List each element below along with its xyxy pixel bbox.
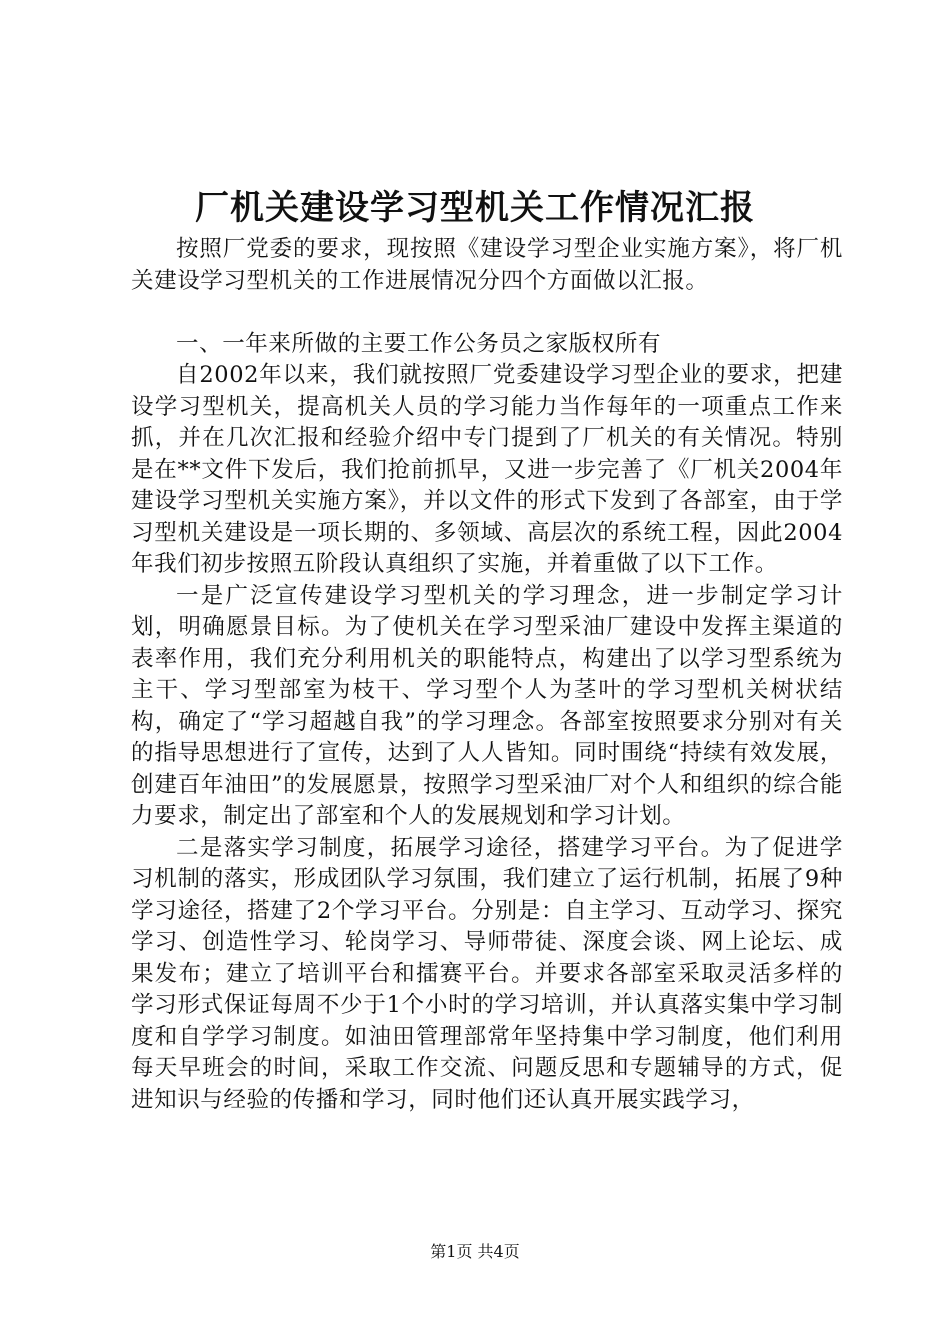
section-heading-1: 一、一年来所做的主要工作公务员之家版权所有 bbox=[176, 330, 662, 357]
paragraph-item-2: 二是落实学习制度，拓展学习途径，搭建学习平台。为了促进学习机制的落实，形成团队学习氛围，我们建立了运行机制，拓展了9种学习途径，搭建了2个学习平台。分别是：自主学习、互动学习、探究学习、创造性学习、轮岗学习、导师带徒、深度会谈、网上论坛、成果发布；建立了培训平台和擂赛平台。并要求各部室采取灵活多样的学习形式保证每周不少于1个小时的学习培训，并认真落实集中学习制度和自学学习制度。如油田管理部常年坚持集中学习制度，他们利用每天早班会的时间，采取工作交流、问题反思和专题辅导的方式，促进知识与经验的传播和学习，同时他们还认真开展实践学习， bbox=[131, 834, 843, 1113]
document-body bbox=[131, 234, 843, 1116]
document-title: 厂机关建设学习型机关工作情况汇报 bbox=[195, 188, 755, 228]
page-number-footer: 第1页 共4页 bbox=[430, 1242, 520, 1261]
paragraph-overview: 自2002年以来，我们就按照厂党委建设学习型企业的要求，把建设学习型机关，提高机关人员的学习能力当作每年的一项重点工作来抓，并在几次汇报和经验介绍中专门提到了厂机关的有关情况。特别是在**文件下发后，我们抢前抓早，又进一步完善了《厂机关2004年建设学习型机关实施方案》，并以文件的形式下发到了各部室，由于学习型机关建设是一项长期的、多领域、高层次的系统工程，因此2004年我们初步按照五阶段认真组织了实施，并着重做了以下工作。 bbox=[131, 362, 843, 577]
paragraph-item-1: 一是广泛宣传建设学习型机关的学习理念，进一步制定学习计划，明确愿景目标。为了使机关在学习型采油厂建设中发挥主渠道的表率作用，我们充分利用机关的职能特点，构建出了以学习型系统为主干、学习型部室为枝干、学习型个人为茎叶的学习型机关树状结构，确定了“学习超越自我”的学习理念。各部室按照要求分别对有关的指导思想进行了宣传，达到了人人皆知。同时围绕“持续有效发展，创建百年油田”的发展愿景，按照学习型采油厂对个人和组织的综合能力要求，制定出了部室和个人的发展规划和学习计划。 bbox=[131, 582, 843, 829]
paragraph-intro: 按照厂党委的要求，现按照《建设学习型企业实施方案》，将厂机关建设学习型机关的工作进展情况分四个方面做以汇报。 bbox=[131, 236, 843, 294]
